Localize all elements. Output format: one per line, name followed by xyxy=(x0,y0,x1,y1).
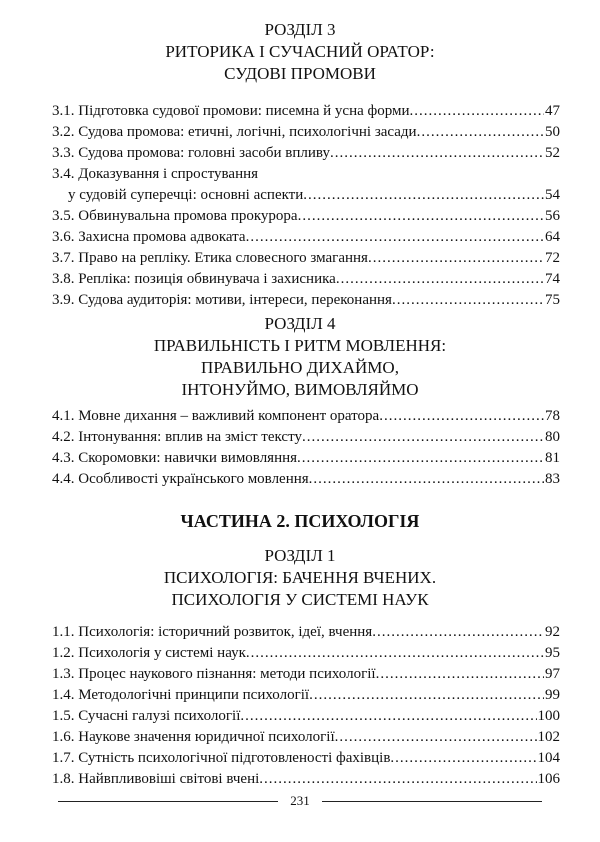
toc-entry-page: 47 xyxy=(545,103,560,119)
section4-number: РОЗДІЛ 4 xyxy=(264,314,336,333)
dot-leader xyxy=(302,427,544,448)
toc-entry-title: 3.3. Судова промова: головні засоби впливу xyxy=(52,145,330,161)
section4-title-line3: ІНТОНУЙМО, ВИМОВЛЯЙМО xyxy=(181,380,419,399)
toc-entry-page: 95 xyxy=(545,645,560,661)
dot-leader xyxy=(379,406,544,427)
section1-title-line2: ПСИХОЛОГІЯ У СИСТЕМІ НАУК xyxy=(171,590,429,609)
dot-leader xyxy=(390,748,536,769)
toc-entry-page: 81 xyxy=(545,450,560,466)
dot-leader xyxy=(303,185,544,206)
section4-title-line1: ПРАВИЛЬНІСТЬ І РИТМ МОВЛЕННЯ: xyxy=(153,336,447,355)
toc-entry xyxy=(52,290,560,311)
toc-entry-title: 3.6. Захисна промова адвоката xyxy=(52,229,246,245)
toc-entry-page: 97 xyxy=(545,666,560,682)
toc-entry-page: 75 xyxy=(545,292,560,308)
dot-leader xyxy=(417,122,544,143)
toc-entry xyxy=(52,643,560,664)
toc-entry-title: 1.7. Сутність психологічної підготовленості фахівців xyxy=(52,750,391,766)
dot-leader xyxy=(309,685,544,706)
toc-entry-title: 1.5. Сучасні галузі психології xyxy=(52,708,241,724)
toc-entry xyxy=(52,185,560,206)
dot-leader xyxy=(246,227,544,248)
dot-leader xyxy=(410,101,544,122)
dot-leader xyxy=(392,290,544,311)
toc-entry xyxy=(52,406,560,427)
toc-entry-page: 100 xyxy=(537,708,560,724)
toc-entry-page: 56 xyxy=(545,208,560,224)
dot-leader xyxy=(259,769,536,790)
footer-rule-left xyxy=(58,801,278,802)
toc-entry-title: 1.2. Психологія у системі наук xyxy=(52,645,246,661)
toc-entry xyxy=(52,164,560,185)
toc-entry-title: 1.3. Процес наукового пізнання: методи психології xyxy=(52,666,376,682)
toc-entry-title: 4.1. Мовне дихання – важливий компонент оратора xyxy=(52,408,380,424)
dot-leader xyxy=(246,643,544,664)
section3-title-line1: РИТОРИКА І СУЧАСНИЙ ОРАТОР: xyxy=(165,42,435,61)
section3-title-line2: СУДОВІ ПРОМОВИ xyxy=(224,64,376,83)
section4-toc xyxy=(52,406,560,490)
toc-entry xyxy=(52,622,560,643)
toc-entry-title: у судовій суперечці: основні аспекти xyxy=(68,187,304,203)
dot-leader xyxy=(336,269,544,290)
toc-entry-title: 3.8. Репліка: позиція обвинувача і захисника xyxy=(52,271,336,287)
section1-number: РОЗДІЛ 1 xyxy=(264,546,336,565)
toc-entry-title: 3.9. Судова аудиторія: мотиви, інтереси, переконання xyxy=(52,292,392,308)
toc-entry-page: 78 xyxy=(545,408,560,424)
toc-entry-page: 92 xyxy=(545,624,560,640)
toc-entry xyxy=(52,664,560,685)
toc-entry xyxy=(52,248,560,269)
toc-entry-title: 4.4. Особливості українського мовлення xyxy=(52,471,309,487)
toc-entry-page: 99 xyxy=(545,687,560,703)
dot-leader xyxy=(309,469,544,490)
toc-entry-title: 4.3. Скоромовки: навички вимовляння xyxy=(52,450,298,466)
section3-toc xyxy=(52,101,560,311)
toc-entry-title: 1.6. Наукове значення юридичної психології xyxy=(52,729,335,745)
dot-leader xyxy=(368,248,544,269)
toc-entry xyxy=(52,101,560,122)
toc-entry-page: 106 xyxy=(537,771,560,787)
toc-entry xyxy=(52,448,560,469)
toc-entry-page: 72 xyxy=(545,250,560,266)
toc-entry xyxy=(52,769,560,790)
toc-entry-page: 102 xyxy=(537,729,560,745)
toc-entry xyxy=(52,427,560,448)
toc-entry xyxy=(52,122,560,143)
toc-entry-page: 54 xyxy=(545,187,560,203)
toc-entry xyxy=(52,469,560,490)
toc-entry-page: 52 xyxy=(545,145,560,161)
toc-entry-page: 50 xyxy=(545,124,560,140)
toc-entry-title: 3.5. Обвинувальна промова прокурора xyxy=(52,208,298,224)
toc-entry-title: 4.2. Інтонування: вплив на зміст тексту xyxy=(52,429,302,445)
dot-leader xyxy=(335,727,537,748)
page-number: 231 xyxy=(290,793,310,808)
toc-entry xyxy=(52,727,560,748)
section1-toc xyxy=(52,622,560,790)
toc-entry-page: 80 xyxy=(545,429,560,445)
section4-title-line2: ПРАВИЛЬНО ДИХАЙМО, xyxy=(201,358,399,377)
toc-entry xyxy=(52,143,560,164)
toc-entry-title: 1.8. Найвпливовіші світові вчені xyxy=(52,771,260,787)
toc-entry-title: 1.1. Психологія: історичний розвиток, ідеї, вчення xyxy=(52,624,373,640)
dot-leader xyxy=(240,706,536,727)
toc-entry xyxy=(52,269,560,290)
footer-rule-right xyxy=(322,801,542,802)
page-footer xyxy=(58,793,542,809)
toc-entry xyxy=(52,227,560,248)
toc-entry xyxy=(52,206,560,227)
dot-leader xyxy=(330,143,544,164)
toc-entry-title: 3.7. Право на репліку. Етика словесного змагання xyxy=(52,250,368,266)
section3-number: РОЗДІЛ 3 xyxy=(264,20,336,39)
dot-leader xyxy=(297,448,544,469)
toc-entry-page: 64 xyxy=(545,229,560,245)
toc-entry xyxy=(52,685,560,706)
dot-leader xyxy=(376,664,544,685)
toc-entry-title: 3.2. Судова промова: етичні, логічні, психологічні засади xyxy=(52,124,417,140)
toc-entry-title: 3.1. Підготовка судової промови: писемна й усна форми xyxy=(52,103,410,119)
toc-entry-page: 74 xyxy=(545,271,560,287)
section1-title-line1: ПСИХОЛОГІЯ: БАЧЕННЯ ВЧЕНИХ. xyxy=(163,568,437,587)
toc-entry-page: 104 xyxy=(537,750,560,766)
part2-title: ЧАСТИНА 2. ПСИХОЛОГІЯ xyxy=(180,511,420,531)
toc-entry-page: 83 xyxy=(545,471,560,487)
dot-leader xyxy=(372,622,544,643)
toc-entry-title: 3.4. Доказування і спростування xyxy=(52,166,259,182)
toc-entry xyxy=(52,706,560,727)
toc-entry xyxy=(52,748,560,769)
toc-entry-title: 1.4. Методологічні принципи психології xyxy=(52,687,310,703)
dot-leader xyxy=(298,206,544,227)
